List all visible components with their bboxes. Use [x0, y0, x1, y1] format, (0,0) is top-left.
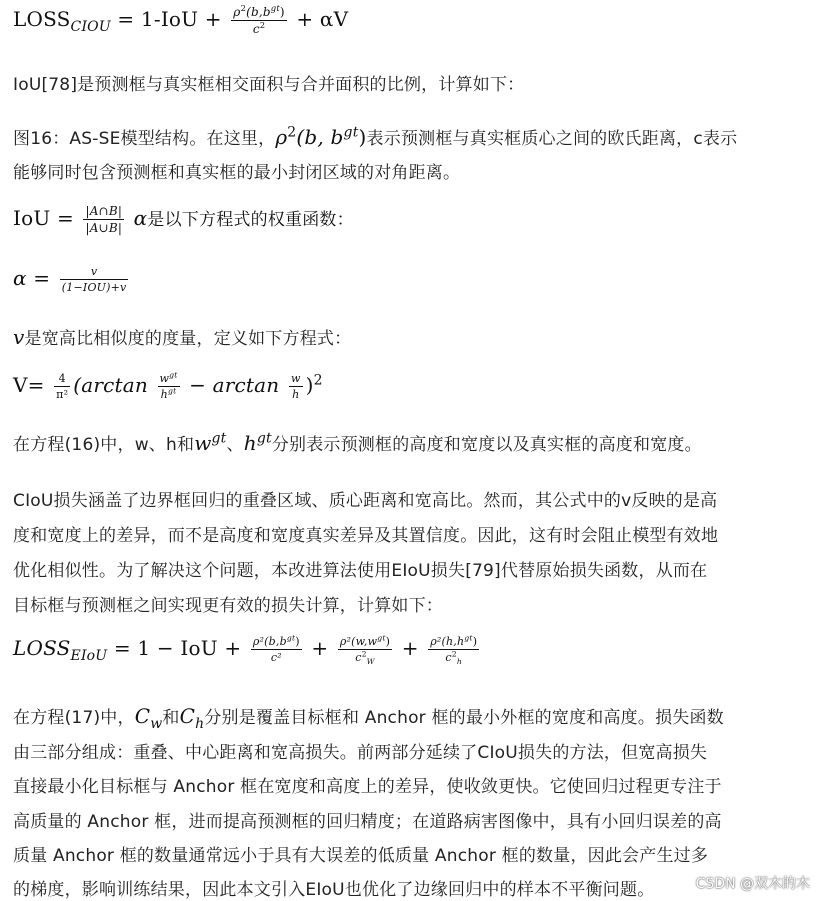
paragraph-ciou-line-4: 目标框与预测框之间实现更有效的损失计算，计算如下：	[13, 596, 443, 616]
paragraph-ciou-line-1: CIoU损失涵盖了边界框回归的重叠区域、质心距离和宽高比。然而，其公式中的v反映的是高	[13, 491, 718, 511]
v-fraction-gt: $\frac{w^{gt}}{h^{gt}}$	[159, 370, 178, 401]
paragraph-equation-17-line-5: 质量 Anchor 框的数量通常远小于具有大误差的低质量 Anchor 框的数量，因此会产生过多	[13, 846, 709, 866]
paragraph-equation-17-line-3: 直接最小化目标框与 Anchor 框在宽度和高度上的差异，使收敛更快。它使回归过程更专注于	[13, 777, 722, 797]
eiou-fraction-width: $\frac{\rho^2(w,w^{gt})}{c^2_W}$	[339, 633, 391, 667]
equation-iou-definition: IoU = $\frac{|A\cap B|}{|A\cup B|}$ α是以下方程式的权重函数：	[13, 204, 354, 235]
paragraph-equation-16: 在方程(16)中，w、h和$w^{gt}$、$h^{gt}$分别表示预测框的高度和宽度以及真实框的高度和宽度。	[13, 430, 702, 455]
paragraph-equation-17-line-4: 高质量的 Anchor 框，进而提高预测框的回归精度；在道路病害图像中，具有小回归误差的高	[13, 812, 722, 832]
eiou-fraction-center: $\frac{\rho^2(b,b^{gt})}{\text{c²}}$	[252, 633, 300, 664]
equation-alpha-definition: α = $\frac{v}{\text{(1−IOU)+v}}$	[13, 265, 127, 294]
v-coefficient-fraction: $\frac{4}{\text{π²}}$	[56, 372, 69, 401]
paragraph-v-definition: v是宽高比相似度的度量，定义如下方程式：	[13, 325, 352, 349]
paragraph-equation-17-line-1: 在方程(17)中，$C_w$和$C_h$分别是覆盖目标框和 Anchor 框的最小外框的宽度和高度。损失函数	[13, 704, 724, 732]
paragraph-equation-17-line-6: 的梯度，影响训练结果，因此本文引入EIoU也优化了边缘回归中的样本不平衡问题。	[13, 880, 655, 900]
v-fraction-pred: $\frac{w}{h}$	[290, 372, 301, 401]
paragraph-equation-17-line-2: 由三部分组成：重叠、中心距离和宽高损失。前两部分延续了CIoU损失的方法，但宽高损失	[13, 743, 708, 763]
equation-loss-ciou: $LOSS_{CIOU} = 1-IoU$ + $\frac{\rho^2(b,b^{gt})}{c^2}$ + αV	[13, 3, 349, 36]
eiou-fraction-height: $\frac{\rho^2(h,h^{gt})}{c^2_h}$	[430, 633, 478, 667]
paragraph-ciou-line-3: 优化相似性。为了解决这个问题，本改进算法使用EIoU损失[79]代替原始损失函数，从而在	[13, 561, 708, 581]
iou-fraction: $\frac{|A\cap B|}{|A\cup B|}$	[85, 204, 123, 235]
paragraph-figure-16-line-1: 图16：AS-SE模型结构。在这里，$\rho^2(b$, $b^{gt}$)表示预测框与真实框质心之间的欧氏距离，c表示	[13, 124, 738, 149]
paragraph-ciou-line-2: 度和宽度上的差异，而不是高度和宽度真实差异及其置信度。因此，这有时会阻止模型有效地	[13, 526, 719, 546]
ciou-fraction: $\frac{\rho^2(b,b^{gt})}{c^2}$	[233, 3, 285, 36]
csdn-watermark: CSDN @双木的木	[695, 876, 810, 892]
paragraph-figure-16-line-2: 能够同时包含预测框和真实框的最小封闭区域的对角距离。	[13, 163, 461, 183]
paragraph-iou-intro: IoU[78]是预测框与真实框相交面积与合并面积的比例，计算如下：	[13, 75, 525, 95]
equation-v-definition: V= $\frac{4}{\text{π²}}$ (arctan $\frac{w^{gt}}{h^{gt}}$ − arctan $\frac{w}{h}$ )$^2$	[13, 370, 323, 401]
equation-loss-eiou: $LOSS_{EIoU} = 1$ − IoU + $\frac{\rho^2(b,b^{gt})}{\text{c²}}$ + $\frac{\rho^2(w,w^{gt})}{c^2_W}$ + $\frac{\rho^2(h,h^{gt})}{c^2_h}$	[13, 633, 478, 667]
alpha-fraction: $\frac{v}{\text{(1−IOU)+v}}$	[61, 265, 127, 294]
